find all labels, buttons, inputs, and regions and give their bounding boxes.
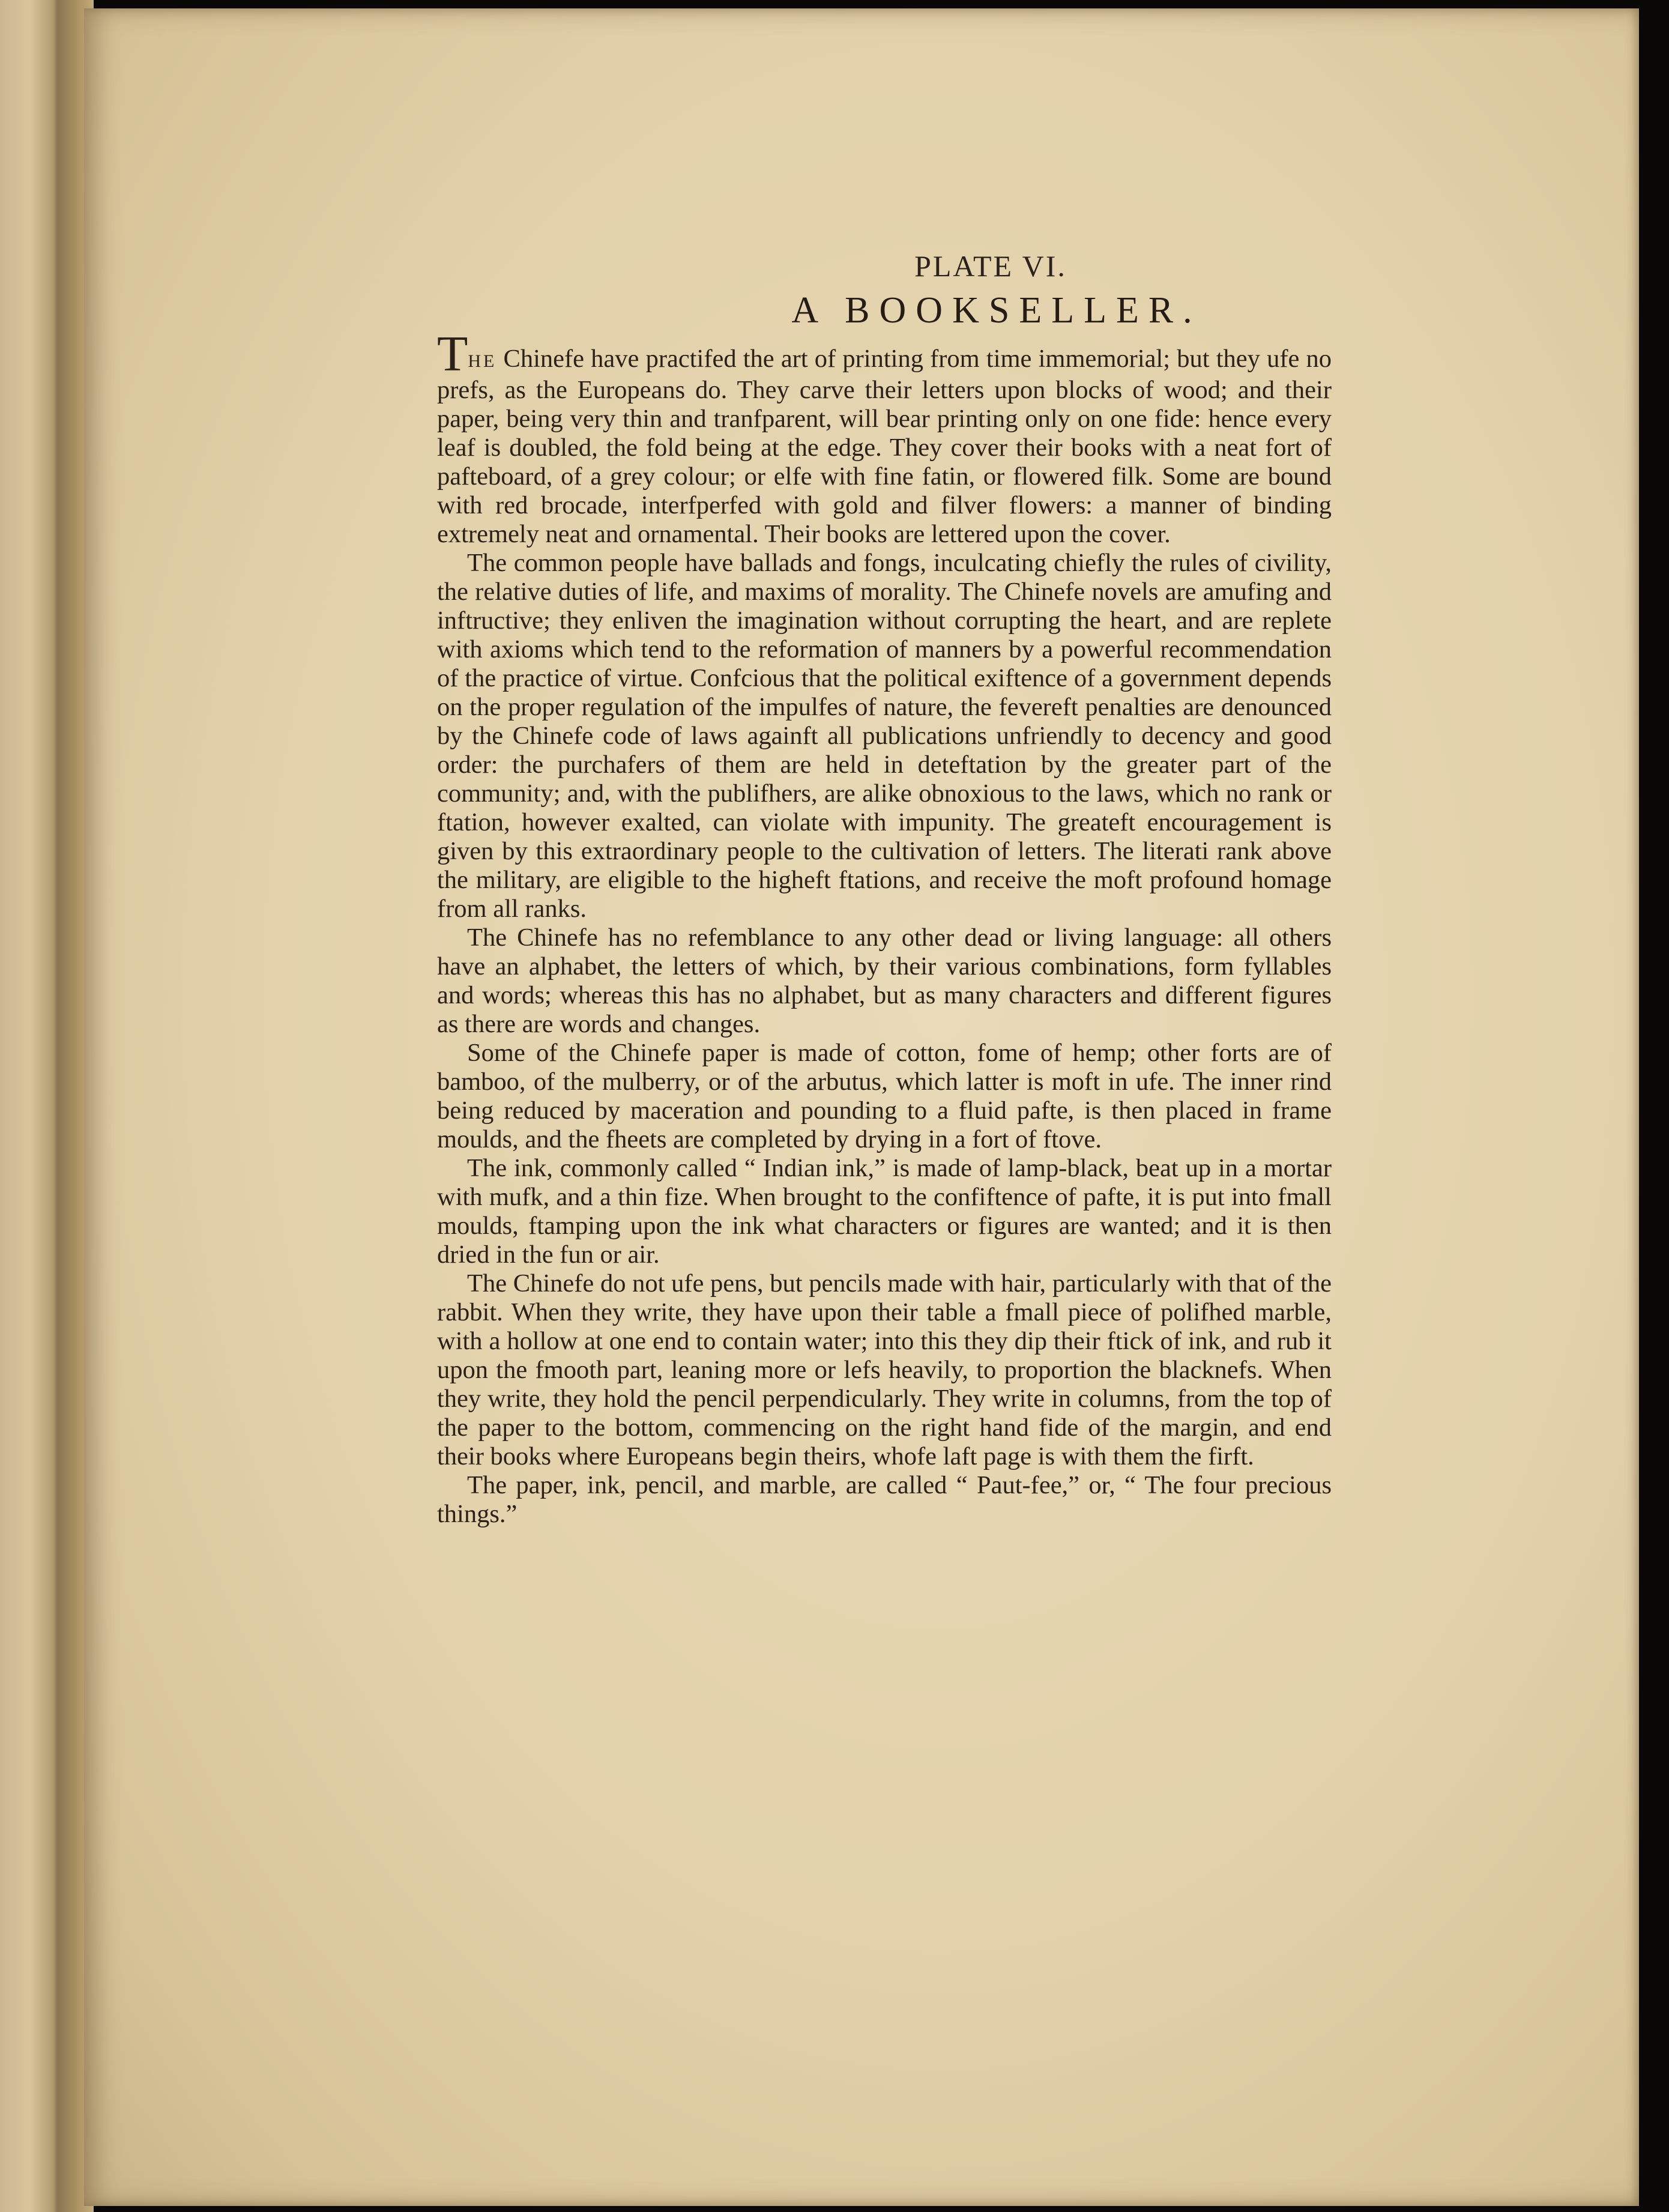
- plate-number-heading: PLATE VI.: [914, 249, 1067, 283]
- paragraph-7: The paper, ink, pencil, and marble, are called “ Paut-fee,” or, “ The four precious things.”: [437, 1471, 1332, 1528]
- paragraph-6: The Chinefe do not ufe pens, but pencils made with hair, particularly with that of the rabbit. When they write, they have upon their table a fmall piece of polifhed marble, with a hollow at one end to contain water; into this they dip their ftick of ink, and rub it upon the fmooth part, leaning more or lefs heavily, to proportion the blacknefs. When they write, they hold the pencil perpendicularly. They write in columns, from the top of the paper to the bottom, commencing on the right hand fide of the margin, and end their books where Europeans begin theirs, whofe laft page is with them the firft.: [437, 1269, 1332, 1470]
- paragraph-3: The Chinefe has no refemblance to any other dead or living language: all others have an alphabet, the letters of which, by their various combinations, form fyllables and words; whereas this has no alphabet, but as many characters and different figures as there are words and changes.: [437, 923, 1332, 1038]
- book-page: [84, 8, 1639, 2206]
- lead-small-caps: HE: [468, 351, 497, 371]
- paragraph-text: Chinefe have practifed the art of printing from time immemorial; but they ufe no prefs, as the Europeans do. They carve their letters upon blocks of wood; and their paper, being very thin and tranfparent, will bear printing only on one fide: hence every leaf is doubled, the fold being at the edge. They cover their books with a neat fort of pafteboard, of a grey colour; or elfe with fine fatin, or flowered filk. Some are bound with red brocade, interfperfed with gold and filver flowers: a manner of binding extremely neat and ornamental. Their books are lettered upon the cover.: [437, 345, 1332, 548]
- body-text: [437, 326, 1332, 1529]
- previous-page-edge: [0, 0, 66, 2212]
- drop-cap: T: [437, 326, 468, 382]
- paragraph-1: [437, 326, 1332, 549]
- paragraph-4: Some of the Chinefe paper is made of cotton, fome of hemp; other forts are of bamboo, of the mulberry, or of the arbutus, which latter is moft in ufe. The inner rind being reduced by maceration and pounding to a fluid pafte, is then placed in frame moulds, and the fheets are completed by drying in a fort of ftove.: [437, 1039, 1332, 1153]
- page-title: A BOOKSELLER.: [791, 290, 1202, 331]
- paragraph-2: The common people have ballads and fongs, inculcating chiefly the rules of civility, the relative duties of life, and maxims of morality. The Chinefe novels are amufing and inftructive; they enliven the imagination without corrupting the heart, and are replete with axioms which tend to the reformation of manners by a powerful recommendation of the practice of virtue. Confcious that the political exiftence of a government depends on the proper regulation of the impulfes of nature, the fevereft penalties are denounced by the Chinefe code of laws againft all publications unfriendly to decency and good order: the purchafers of them are held in deteftation by the greater part of the community; and, with the publifhers, are alike obnoxious to the laws, which no rank or ftation, however exalted, can violate with impunity. The greateft encouragement is given by this extraordinary people to the cultivation of letters. The literati rank above the military, are eligible to the higheft ftations, and receive the moft profound homage from all ranks.: [437, 549, 1332, 923]
- paragraph-5: The ink, commonly called “ Indian ink,” is made of lamp-black, beat up in a mortar with mufk, and a thin fize. When brought to the confiftence of pafte, it is put into fmall moulds, ftamping upon the ink what characters or figures are wanted; and it is then dried in the fun or air.: [437, 1154, 1332, 1269]
